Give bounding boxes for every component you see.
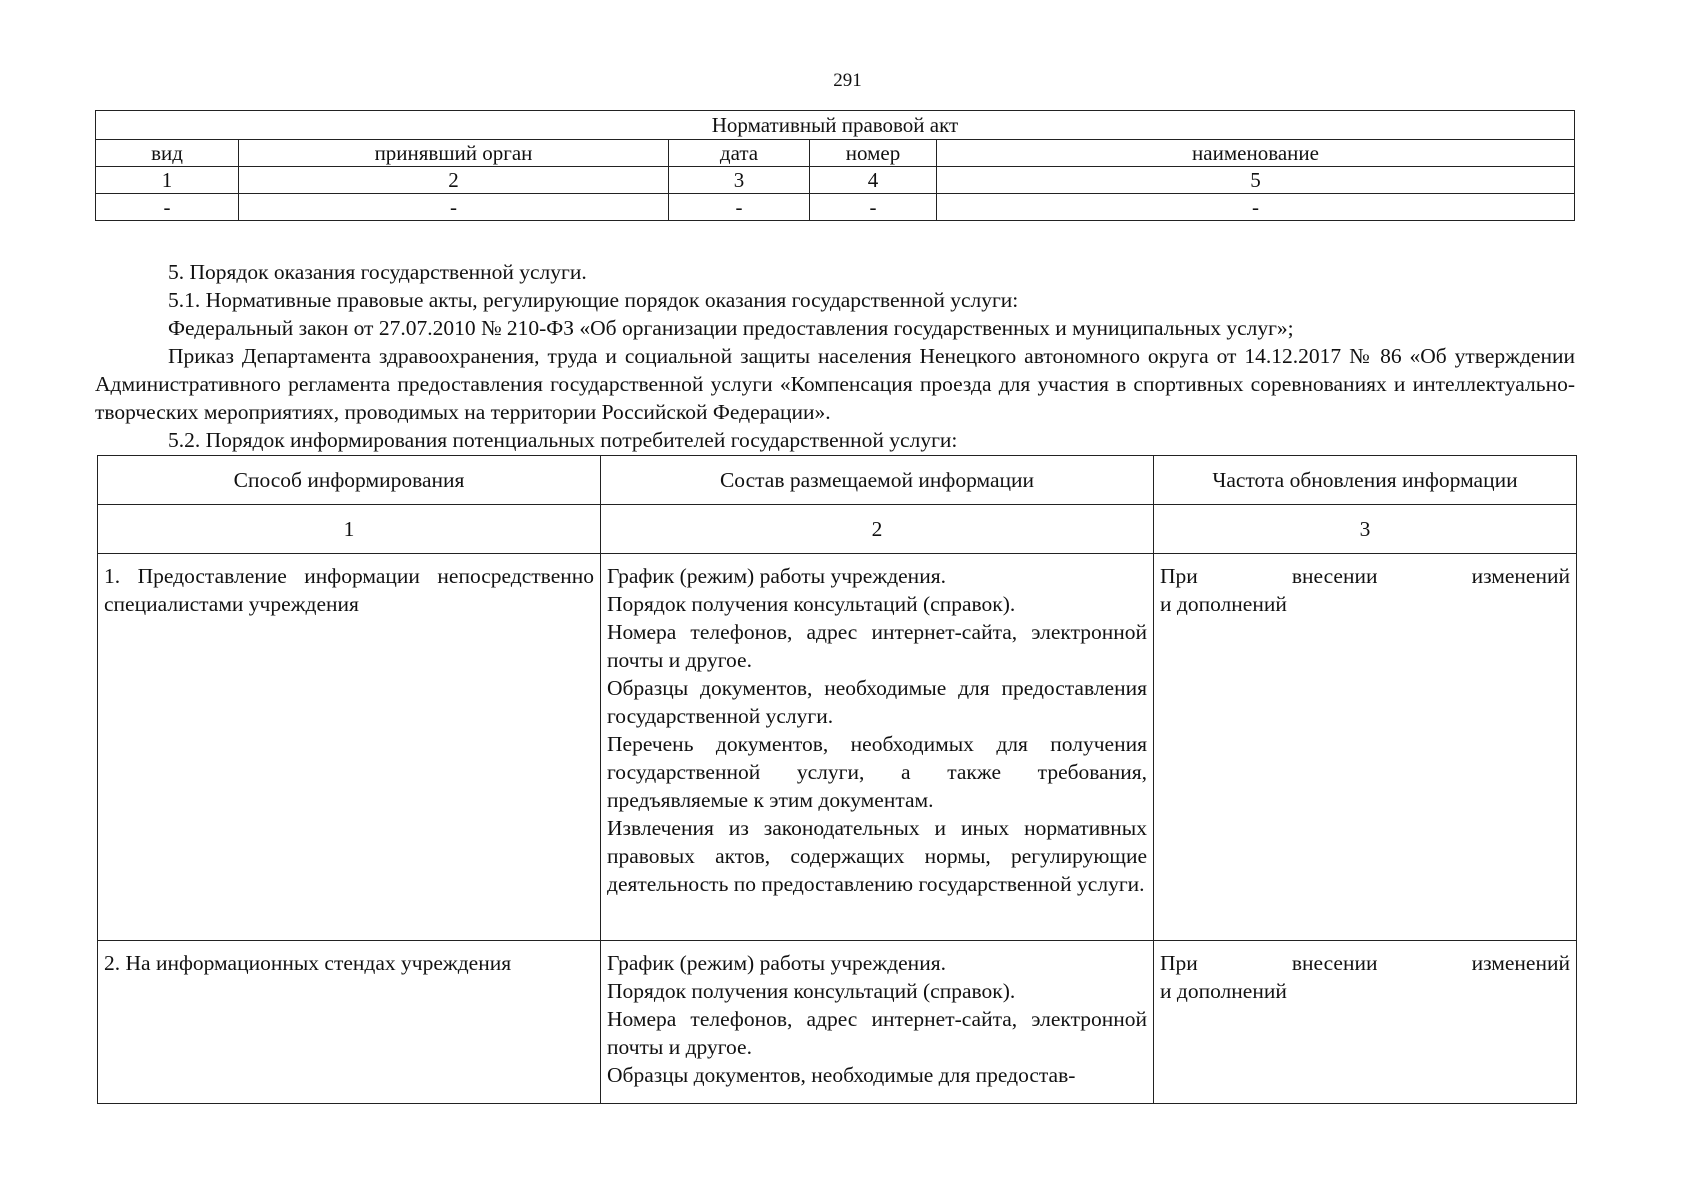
content-line: Порядок получения консультаций (справок).	[607, 592, 1016, 616]
value-cell: -	[96, 194, 239, 221]
header-cell-name: наименование	[937, 140, 1575, 167]
column-number-cell: 1	[98, 505, 601, 554]
content-line: Номера телефонов, адрес интернет-сайта, электронной почты и другое.	[607, 1007, 1147, 1059]
header-cell-content: Состав размещаемой информации	[601, 456, 1154, 505]
frequency-cell	[1154, 941, 1577, 1104]
frequency-line: При внесении изменений	[1160, 951, 1570, 975]
column-number-cell: 2	[239, 167, 669, 194]
column-number-cell: 3	[1154, 505, 1577, 554]
header-cell-type: вид	[96, 140, 239, 167]
order-paragraph: Приказ Департамента здравоохранения, труда и социальной защиты населения Ненецкого автономного округа от 14.12.2017 № 86 «Об утверждении Административного регламента предоставления государственной услуги «Компенсация проезда для участия в спортивных соревнованиях и интеллектуально-творческих мероприятиях, проводимых на территории Российской Федерации».	[95, 344, 1575, 424]
section-heading: 5. Порядок оказания государственной услуги.	[168, 260, 587, 284]
header-cell-frequency: Частота обновления информации	[1154, 456, 1577, 505]
value-cell: -	[669, 194, 810, 221]
content-line: Порядок получения консультаций (справок).	[607, 979, 1016, 1003]
content-line: Перечень документов, необходимых для получения государственной услуги, а также требования, предъявляемые к этим документам.	[607, 732, 1147, 812]
content-line: Образцы документов, необходимые для предоставления государственной услуги.	[607, 676, 1147, 728]
content-cell	[601, 941, 1154, 1104]
column-number-cell: 2	[601, 505, 1154, 554]
page-number: 291	[833, 70, 862, 91]
content-cell	[601, 554, 1154, 941]
header-cell-date: дата	[669, 140, 810, 167]
header-cell-method: Способ информирования	[98, 456, 601, 505]
subsection-5-1: 5.1. Нормативные правовые акты, регулирующие порядок оказания государственной услуги:	[168, 288, 1019, 312]
table-row	[98, 554, 1577, 941]
subsection-5-2: 5.2. Порядок информирования потенциальных потребителей государственной услуги:	[168, 428, 958, 452]
frequency-cell	[1154, 554, 1577, 941]
column-number-cell: 1	[96, 167, 239, 194]
column-number-cell: 5	[937, 167, 1575, 194]
content-line: График (режим) работы учреждения.	[607, 951, 946, 975]
frequency-line: и дополнений	[1160, 592, 1287, 616]
method-cell: 1. Предоставление информации непосредственно специалистами учреждения	[98, 554, 601, 941]
federal-law-paragraph: Федеральный закон от 27.07.2010 № 210-ФЗ «Об организации предоставления государственных и муниципальных услуг»;	[168, 316, 1294, 340]
info-table	[97, 455, 1577, 1104]
method-cell: 2. На информационных стендах учреждения	[98, 941, 601, 1104]
value-cell: -	[810, 194, 937, 221]
value-cell: -	[937, 194, 1575, 221]
section-text	[95, 258, 1575, 454]
content-line: Номера телефонов, адрес интернет-сайта, электронной почты и другое.	[607, 620, 1147, 672]
frequency-line: При внесении изменений	[1160, 564, 1570, 588]
content-line: Извлечения из законодательных и иных нормативных правовых актов, содержащих нормы, регулирующие деятельность по предоставлению государственной услуги.	[607, 816, 1147, 896]
legal-act-table-title: Нормативный правовой акт	[96, 111, 1575, 140]
content-line: Образцы документов, необходимые для предостав-	[607, 1063, 1076, 1087]
header-cell-authority: принявший орган	[239, 140, 669, 167]
legal-act-table	[95, 110, 1575, 221]
header-cell-number: номер	[810, 140, 937, 167]
content-line: График (режим) работы учреждения.	[607, 564, 946, 588]
value-cell: -	[239, 194, 669, 221]
table-row	[98, 941, 1577, 1104]
column-number-cell: 4	[810, 167, 937, 194]
frequency-line: и дополнений	[1160, 979, 1287, 1003]
column-number-cell: 3	[669, 167, 810, 194]
